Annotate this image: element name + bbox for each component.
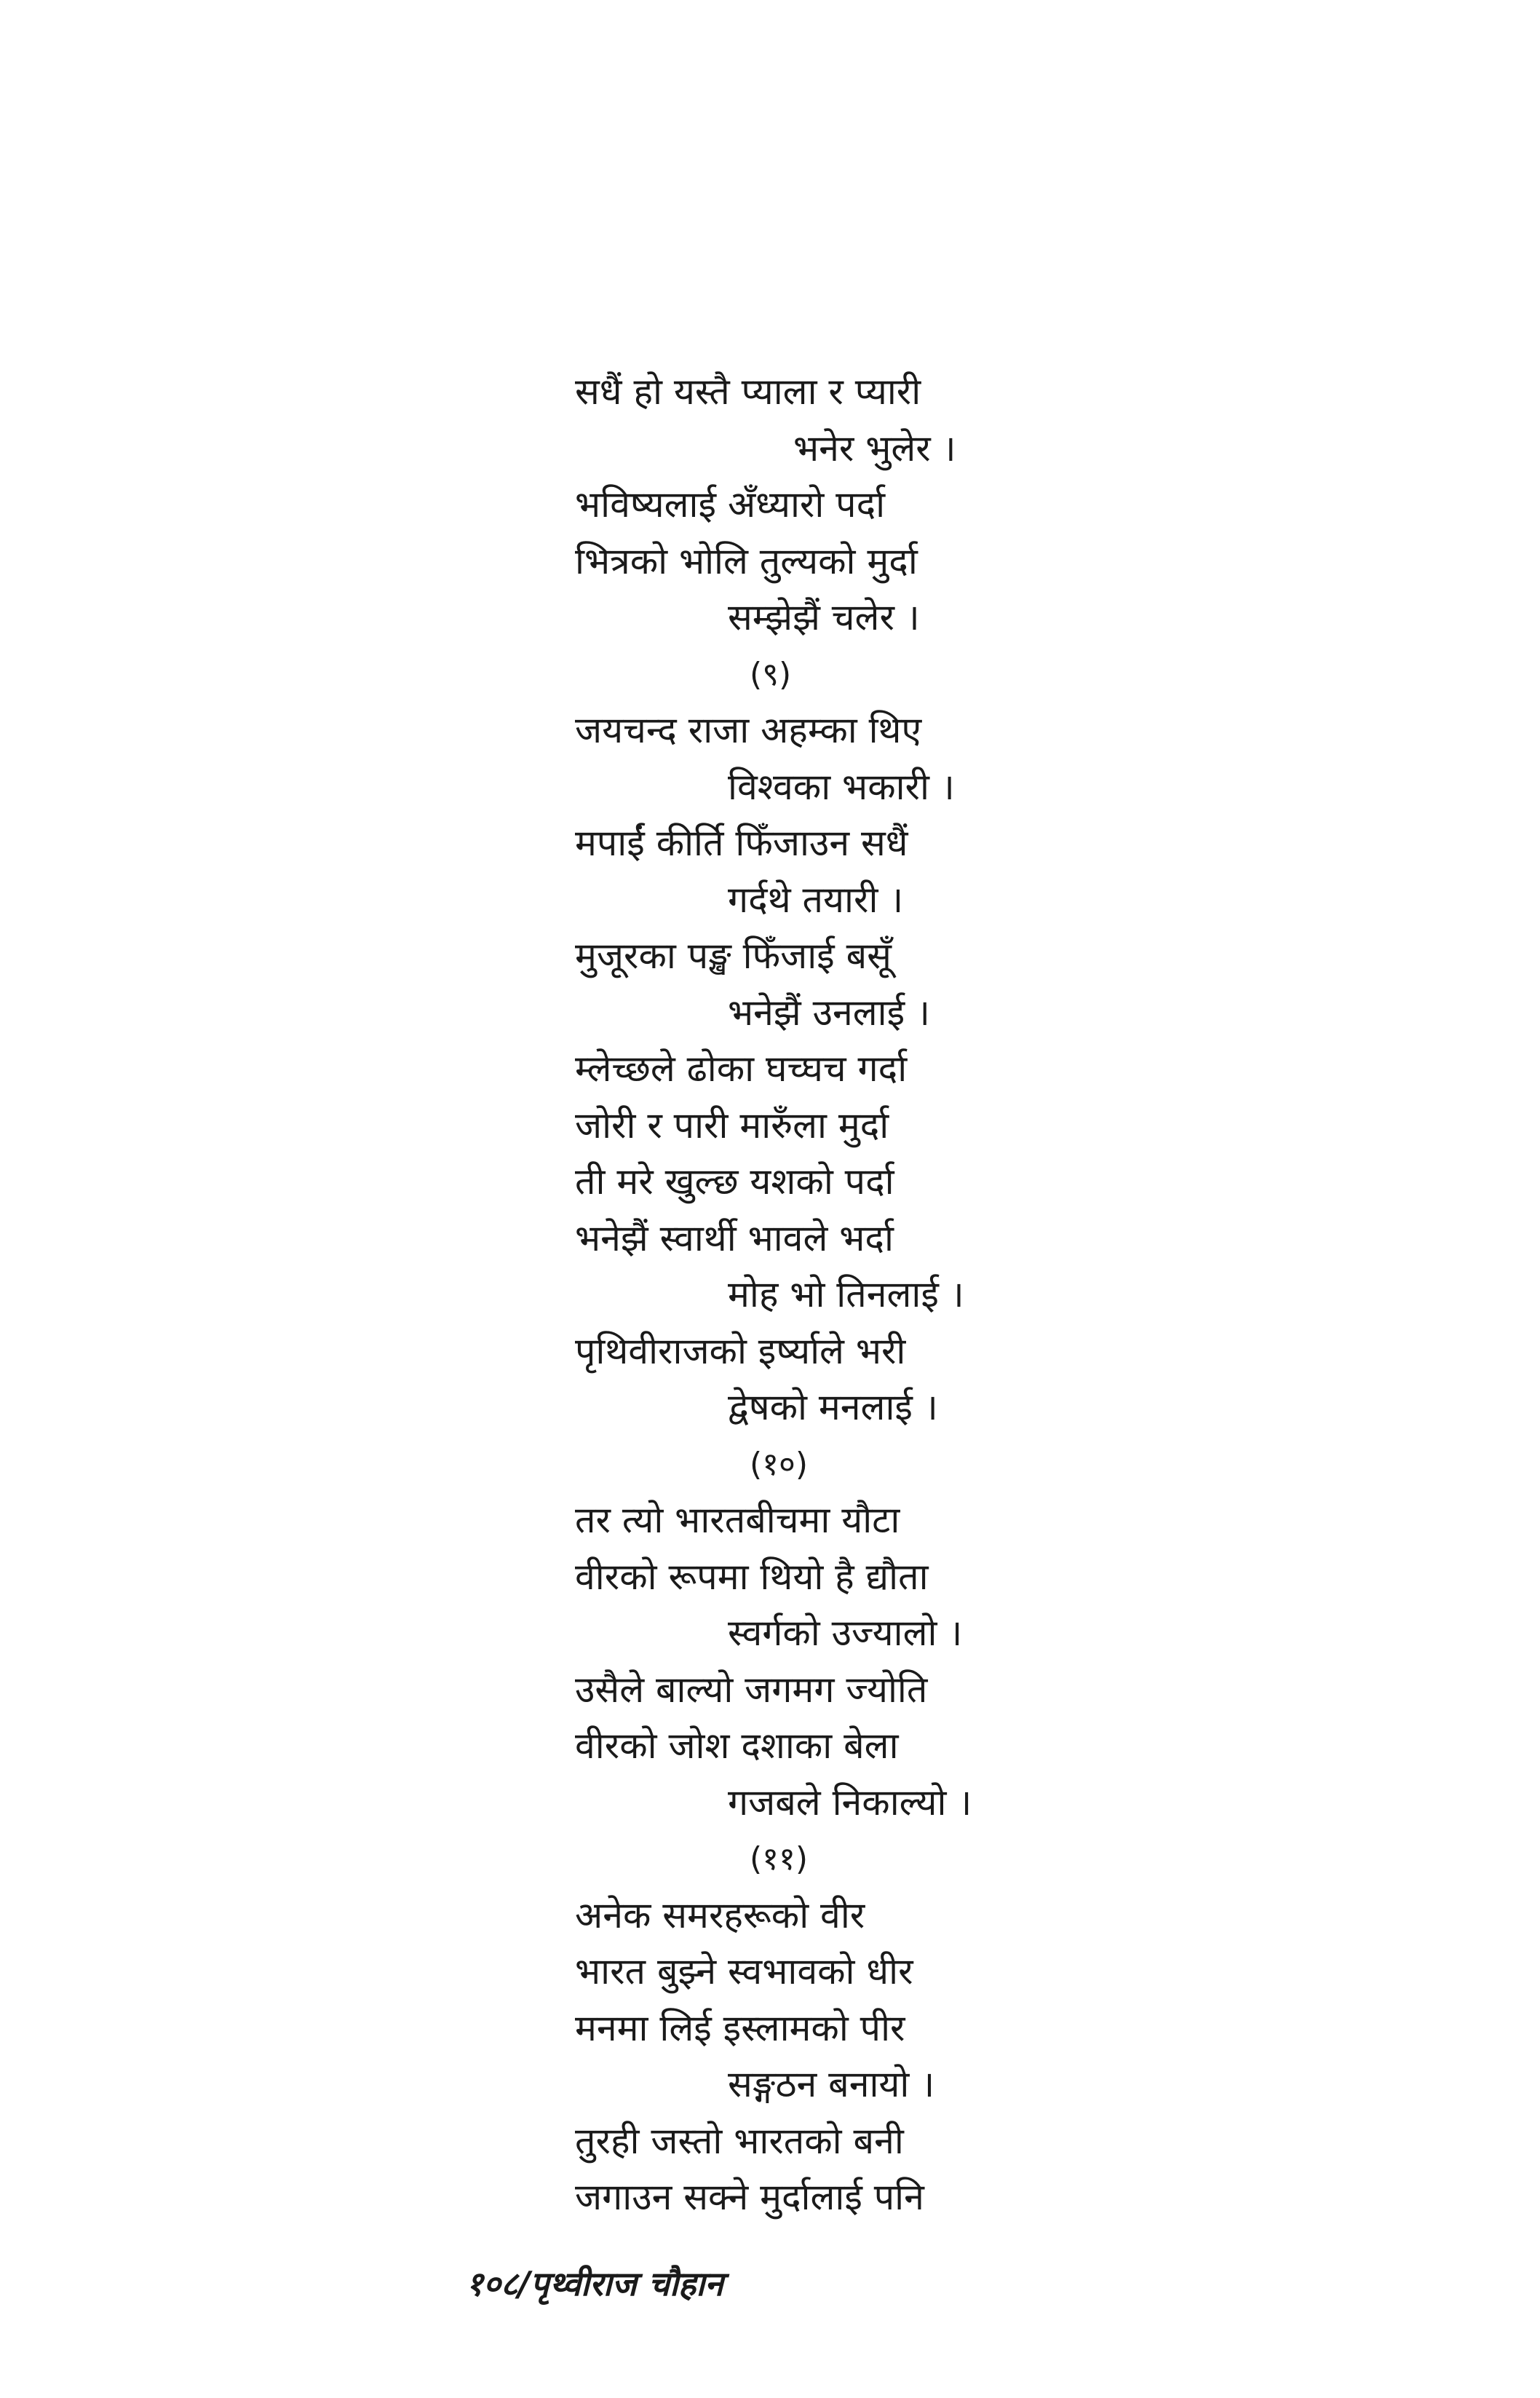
poem-line: जगाउन सक्ने मुर्दालाई पनि [575, 2176, 924, 2218]
poem-line: गर्दथे तयारी । [728, 878, 904, 921]
poem-line: अनेक समरहरूको वीर [575, 1894, 865, 1936]
poem-line: गजबले निकाल्यो । [728, 1781, 972, 1824]
poem-line: मुजूरका पङ्ख फिँजाई बसूँ [575, 935, 892, 977]
poem-line: भनेर भुलेर । [793, 427, 956, 470]
poem-line: विश्वका भकारी । [728, 765, 955, 808]
stanza-number: (११) [750, 1840, 809, 1877]
poem-line: भविष्यलाई अँध्यारो पर्दा [575, 483, 886, 526]
poem-line: भित्रको भोलि तुल्यको मुर्दा [575, 539, 918, 582]
poem-line: उसैले बाल्यो जगमग ज्योति [575, 1668, 928, 1711]
poem-line: वीरको रूपमा थियो है द्यौता [575, 1555, 929, 1598]
poem-line: तर त्यो भारतबीचमा यौटा [575, 1499, 900, 1541]
poem-line: मोह भो तिनलाई । [728, 1273, 964, 1315]
poem-line: जोरी र पारी मारुँला मुर्दा [575, 1104, 889, 1147]
stanza-number: (१०) [750, 1445, 809, 1483]
poem-line: मनमा लिई इस्लामको पीर [575, 2006, 905, 2049]
poem-line: जयचन्द राजा अहम्का थिए [575, 709, 922, 751]
poem-line: ती मरे खुल्छ यशको पर्दा [575, 1160, 894, 1203]
poem-line: म्लेच्छले ढोका घच्घच गर्दा [575, 1048, 908, 1090]
poem-line: द्वेषको मनलाई । [728, 1386, 938, 1428]
poem-line: सङ्गठन बनायो । [728, 2063, 935, 2105]
poem-line: सम्झेझैं चलेर । [728, 596, 920, 638]
stanza-number: (९) [750, 655, 792, 693]
poem-line: पृथिवीराजको इर्ष्याले भरी [575, 1329, 906, 1372]
poem-line: भारत बुझ्ने स्वभावको धीर [575, 1950, 913, 1993]
poem-line: मपाईं कीर्ति फिँजाउन सधैं [575, 822, 908, 864]
poem-line: भनेझैं स्वार्थी भावले भर्दा [575, 1216, 894, 1259]
poem-line: वीरको जोश दशाका बेला [575, 1725, 899, 1767]
page-footer: १०८/पृथ्वीराज चौहान [466, 2264, 723, 2303]
poem-line: तुरही जस्तो भारतको बनी [575, 2119, 904, 2162]
poem-line: स्वर्गको उज्यालो । [728, 1612, 963, 1654]
poem-body [575, 364, 1128, 2226]
poem-line: सधैं हो यस्तै प्याला र प्यारी [575, 371, 921, 413]
poem-line: भनेझैं उनलाई । [728, 991, 930, 1034]
